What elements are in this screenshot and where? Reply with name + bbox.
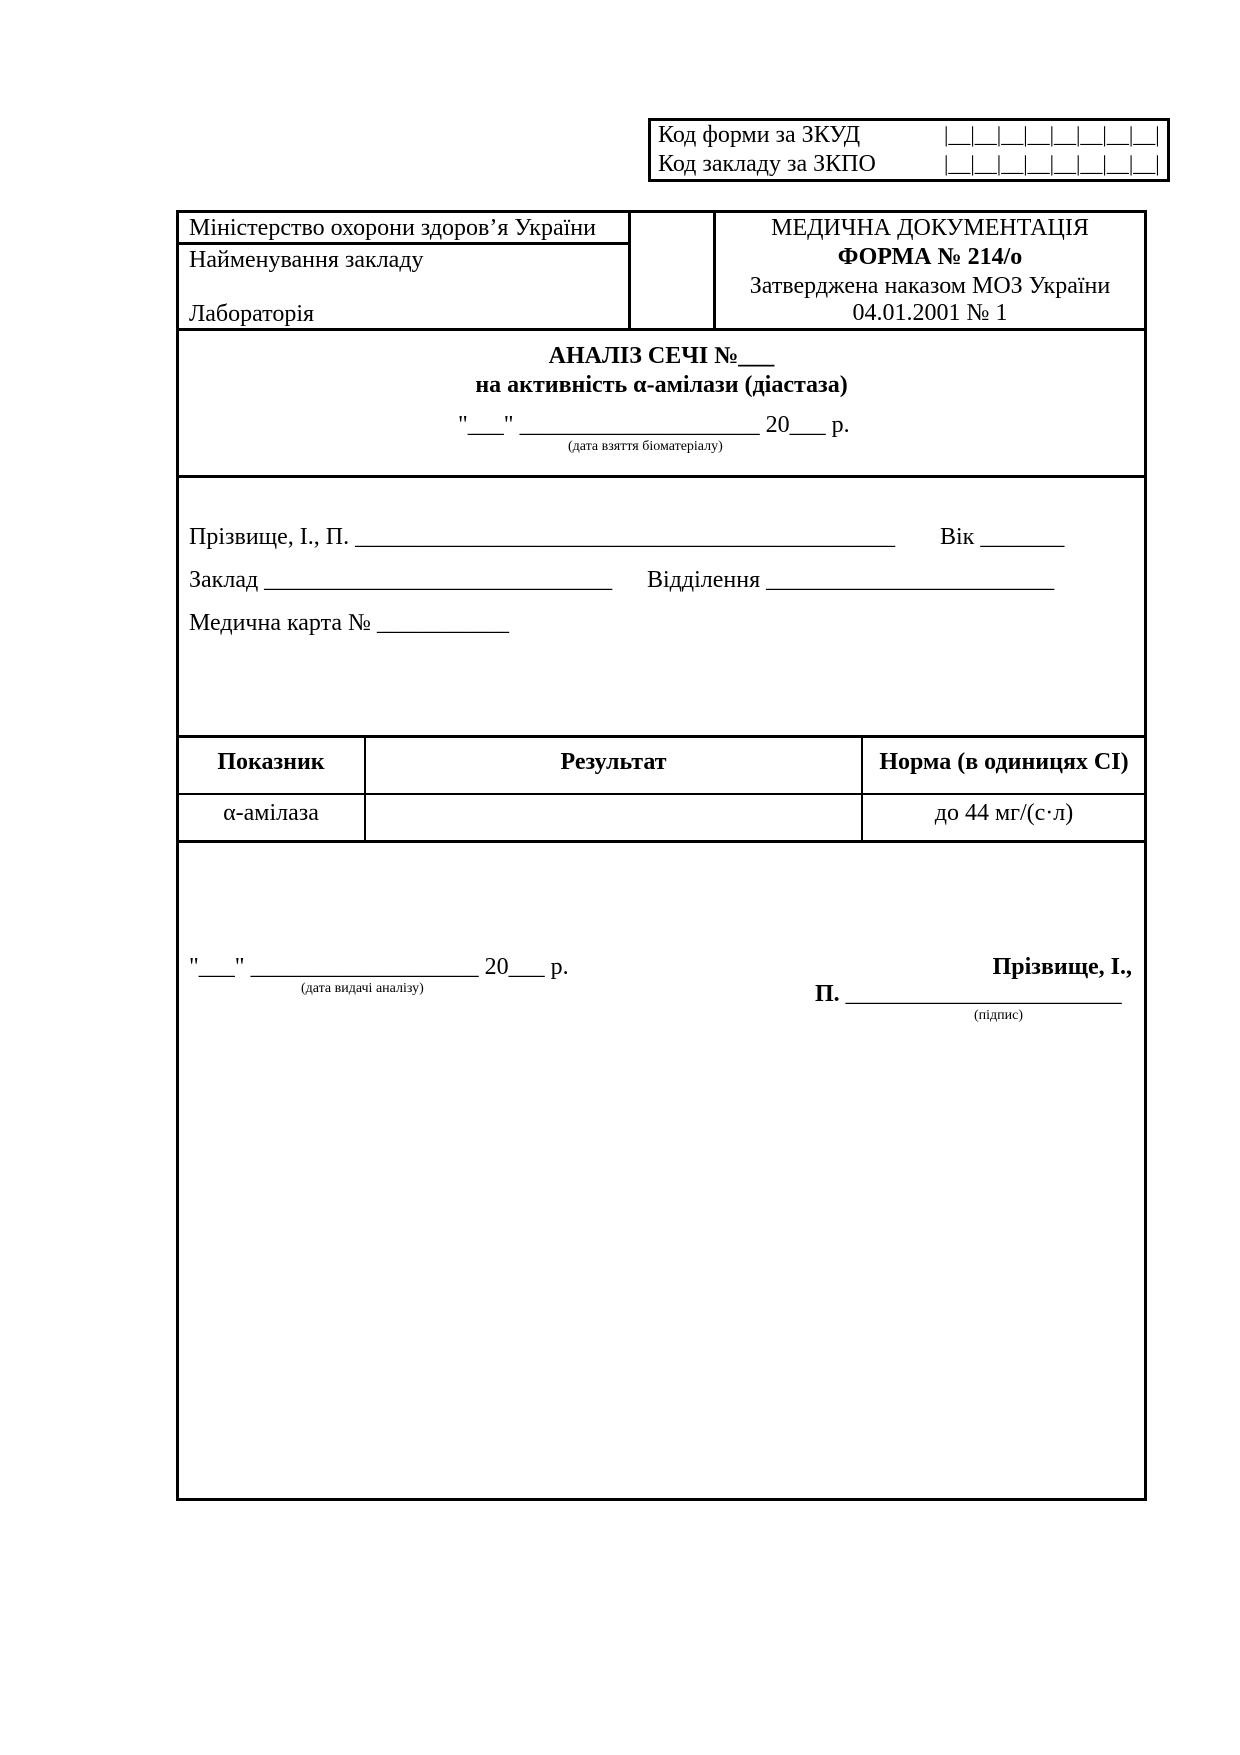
patient-department-field[interactable]: Відділення ________________________ bbox=[647, 567, 1055, 593]
zkud-cells: |__|__|__|__|__|__|__|__| bbox=[944, 122, 1160, 147]
signer-initial: П. bbox=[815, 981, 840, 1007]
patient-age-field[interactable]: Вік _______ bbox=[940, 524, 1065, 550]
table-header-line bbox=[176, 793, 1147, 795]
issue-date-caption: (дата видачі аналізу) bbox=[301, 981, 424, 996]
table-cell-result[interactable] bbox=[366, 799, 861, 827]
table-top-line bbox=[176, 735, 1147, 738]
ministry-underline bbox=[176, 242, 631, 245]
analysis-subtitle: на активність α-амілази (діастаза) bbox=[475, 372, 848, 398]
table-bottom-line bbox=[176, 840, 1147, 843]
signature-field[interactable]: П. _______________________ bbox=[815, 981, 1122, 1007]
signature-caption: (підпис) bbox=[974, 1008, 1024, 1023]
table-header-norm: Норма (в одиницях СІ) bbox=[879, 749, 1129, 775]
title-bottom-line bbox=[176, 475, 1147, 478]
laboratory-label: Лабораторія bbox=[189, 301, 315, 327]
header-divider-1 bbox=[628, 210, 631, 330]
ministry-name: Міністерство охорони здоров’я України bbox=[189, 215, 596, 241]
zkpo-cells: |__|__|__|__|__|__|__|__| bbox=[944, 151, 1160, 176]
issue-date-line: "___" ___________________ 20___ р. bbox=[189, 954, 569, 980]
table-cell-norm: до 44 мг/(с·л) bbox=[934, 800, 1074, 826]
institution-name-label: Найменування закладу bbox=[189, 247, 424, 273]
approval-date: 04.01.2001 № 1 bbox=[852, 300, 1008, 326]
table-header-indicator: Показник bbox=[217, 749, 325, 775]
analysis-title: АНАЛІЗ СЕЧІ №___ bbox=[548, 343, 775, 369]
form-number: ФОРМА № 214/о bbox=[837, 244, 1023, 270]
doc-type: МЕДИЧНА ДОКУМЕНТАЦІЯ bbox=[771, 215, 1089, 241]
table-header-result: Результат bbox=[560, 749, 667, 775]
form-frame bbox=[176, 210, 1147, 1501]
sample-date-caption: (дата взяття біоматеріалу) bbox=[568, 439, 723, 454]
table-cell-indicator: α-амілаза bbox=[223, 800, 319, 826]
approval-order: Затверджена наказом МОЗ України bbox=[749, 273, 1111, 299]
header-bottom-line bbox=[176, 328, 1147, 331]
zkpo-label: Код закладу за ЗКПО bbox=[658, 151, 876, 177]
patient-institution-field[interactable]: Заклад _____________________________ bbox=[189, 567, 613, 593]
signer-name-label: Прізвище, І., bbox=[992, 954, 1132, 980]
zkud-label: Код форми за ЗКУД bbox=[658, 122, 861, 148]
medical-card-field[interactable]: Медична карта № ___________ bbox=[189, 610, 509, 636]
patient-name-field[interactable]: Прізвище, І., П. _____________________________________________ bbox=[189, 524, 896, 550]
sample-date-line: "___" ____________________ 20___ р. bbox=[458, 412, 850, 438]
